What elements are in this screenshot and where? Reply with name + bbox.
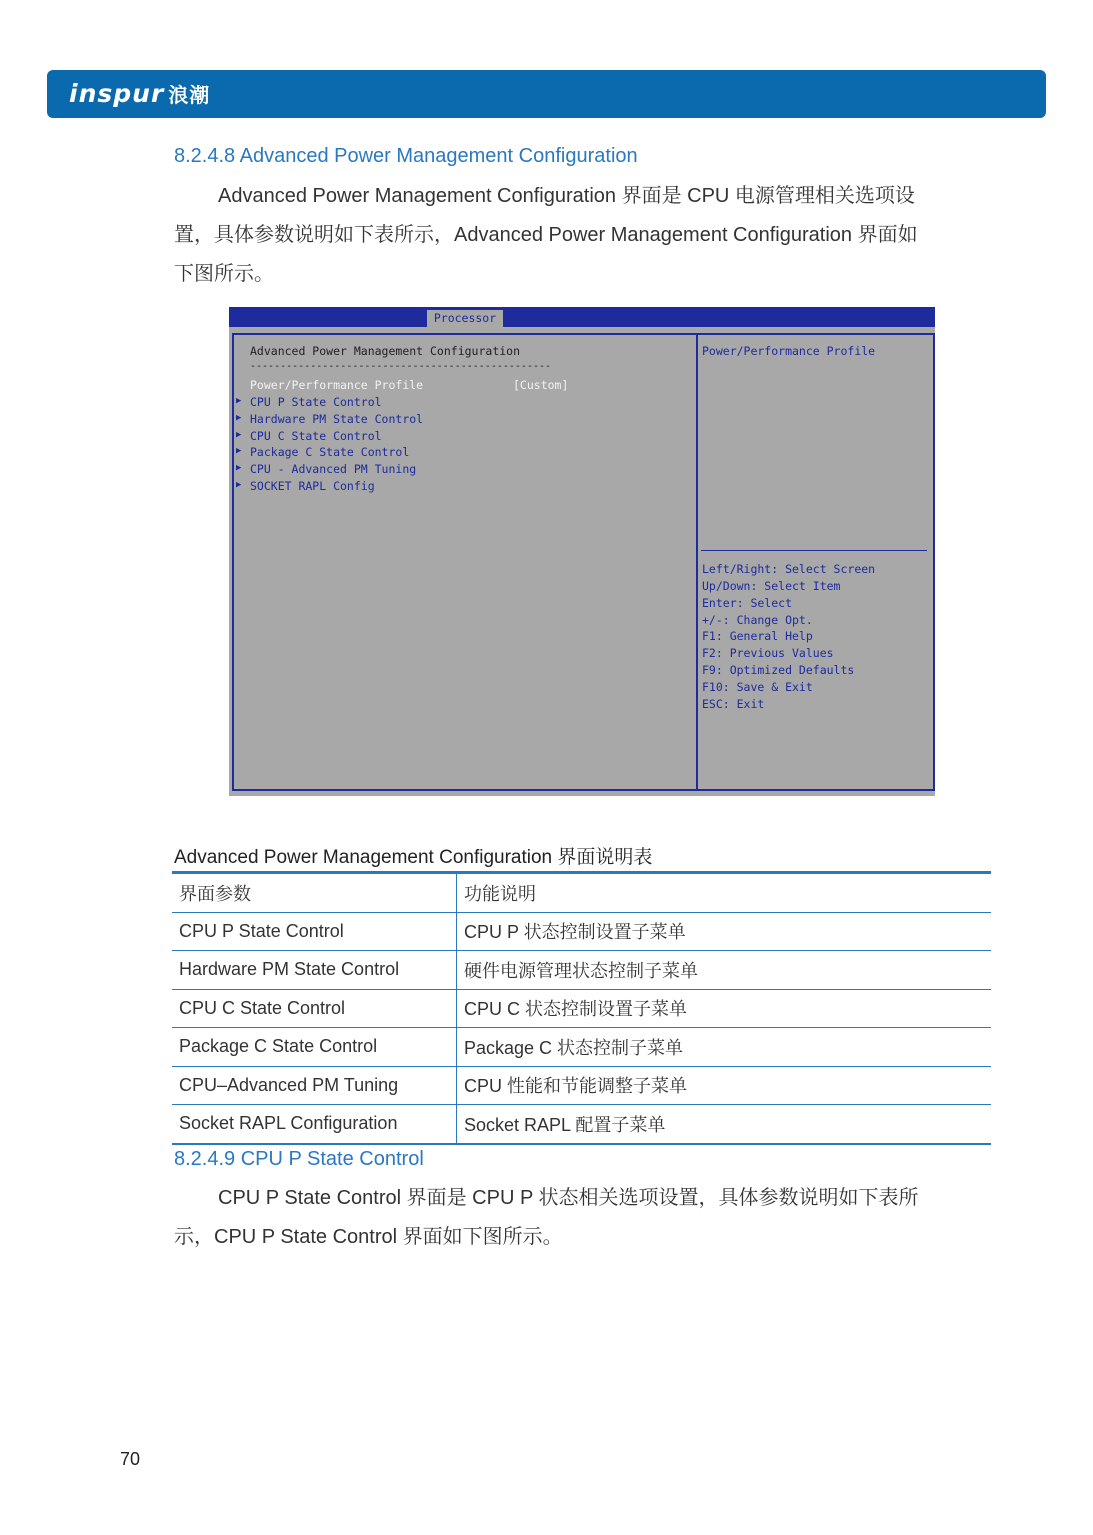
bios-key-8: ESC: Exit — [702, 697, 765, 711]
bios-item-hardware-pm[interactable]: Hardware PM State Control — [250, 412, 424, 426]
section1-paragraph: Advanced Power Management Configuration 界面是 CPU 电源管理相关选项设 置，具体参数说明如下表所示，Advanced Power Management Configuration 界面如 下图所示。 — [174, 185, 918, 285]
table-cell: CPU P 状态控制设置子菜单 — [457, 912, 992, 951]
bios-key-6: F9: Optimized Defaults — [702, 663, 855, 677]
table-cell: Package C State Control — [172, 1028, 457, 1067]
header-bar — [47, 70, 1046, 118]
section2-paragraph: CPU P State Control 界面是 CPU P 状态相关选项设置，具体参数说明如下表所 示，CPU P State Control 界面如下图所示。 — [174, 1187, 919, 1248]
section-title-8-2-4-9: 8.2.4.9 CPU P State Control — [174, 1148, 424, 1170]
bios-key-2: Enter: Select — [702, 596, 793, 610]
table-header-cell: 功能说明 — [457, 873, 992, 913]
bios-item-cpu-c-state[interactable]: CPU C State Control — [250, 429, 382, 443]
bios-arrow-icon: ▶ — [236, 446, 242, 456]
bios-title-bar — [229, 307, 935, 327]
bios-help-title: Power/Performance Profile — [702, 344, 876, 358]
parameter-table — [172, 871, 991, 1145]
bios-separator: -------------------------------------------------- — [250, 361, 552, 372]
bios-key-7: F10: Save & Exit — [702, 680, 813, 694]
table-cell: Socket RAPL Configuration — [172, 1105, 457, 1144]
bios-item-socket-rapl[interactable]: SOCKET RAPL Config — [250, 479, 375, 493]
table-header-cell: 界面参数 — [172, 873, 457, 913]
bios-profile-label[interactable]: Power/Performance Profile — [250, 378, 424, 392]
bios-arrow-icon: ▶ — [236, 396, 242, 406]
table-cell: CPU 性能和节能调整子菜单 — [457, 1066, 992, 1105]
bios-screenshot — [229, 307, 935, 796]
bios-item-advanced-pm[interactable]: CPU - Advanced PM Tuning — [250, 462, 417, 476]
table-cell: 硬件电源管理状态控制子菜单 — [457, 951, 992, 990]
bios-key-5: F2: Previous Values — [702, 646, 834, 660]
bios-key-0: Left/Right: Select Screen — [702, 562, 876, 576]
bios-divider — [696, 333, 698, 791]
table-cell: Package C 状态控制子菜单 — [457, 1028, 992, 1067]
table-row — [172, 1105, 991, 1144]
table-cell: CPU C 状态控制设置子菜单 — [457, 989, 992, 1028]
bios-key-3: +/-: Change Opt. — [702, 613, 813, 627]
table-row — [172, 989, 991, 1028]
bios-heading: Advanced Power Management Configuration — [250, 344, 521, 358]
section-title-8-2-4-8: 8.2.4.8 Advanced Power Management Configuration — [174, 145, 638, 167]
bios-key-1: Up/Down: Select Item — [702, 579, 841, 593]
table-row — [172, 1028, 991, 1067]
bios-arrow-icon: ▶ — [236, 413, 242, 423]
bios-item-package-c-state[interactable]: Package C State Control — [250, 445, 410, 459]
table-cell: Socket RAPL 配置子菜单 — [457, 1105, 992, 1144]
bios-tab-processor[interactable]: Processor — [427, 310, 503, 327]
bios-profile-value[interactable]: [Custom] — [513, 378, 569, 392]
table-row — [172, 951, 991, 990]
table-cell: CPU C State Control — [172, 989, 457, 1028]
bios-key-4: F1: General Help — [702, 629, 813, 643]
inspur-logo: inspur 浪潮 — [69, 79, 211, 108]
table-cell: CPU P State Control — [172, 912, 457, 951]
table-row — [172, 1066, 991, 1105]
table-cell: Hardware PM State Control — [172, 951, 457, 990]
table-caption: Advanced Power Management Configuration 界面说明表 — [174, 847, 653, 868]
bios-arrow-icon: ▶ — [236, 430, 242, 440]
page-number: 70 — [120, 1449, 141, 1469]
table-header-row — [172, 873, 991, 913]
bios-item-cpu-p-state[interactable]: CPU P State Control — [250, 395, 382, 409]
bios-help-separator — [701, 550, 927, 551]
table-row — [172, 912, 991, 951]
bios-arrow-icon: ▶ — [236, 463, 242, 473]
table-cell: CPU–Advanced PM Tuning — [172, 1066, 457, 1105]
bios-arrow-icon: ▶ — [236, 480, 242, 490]
